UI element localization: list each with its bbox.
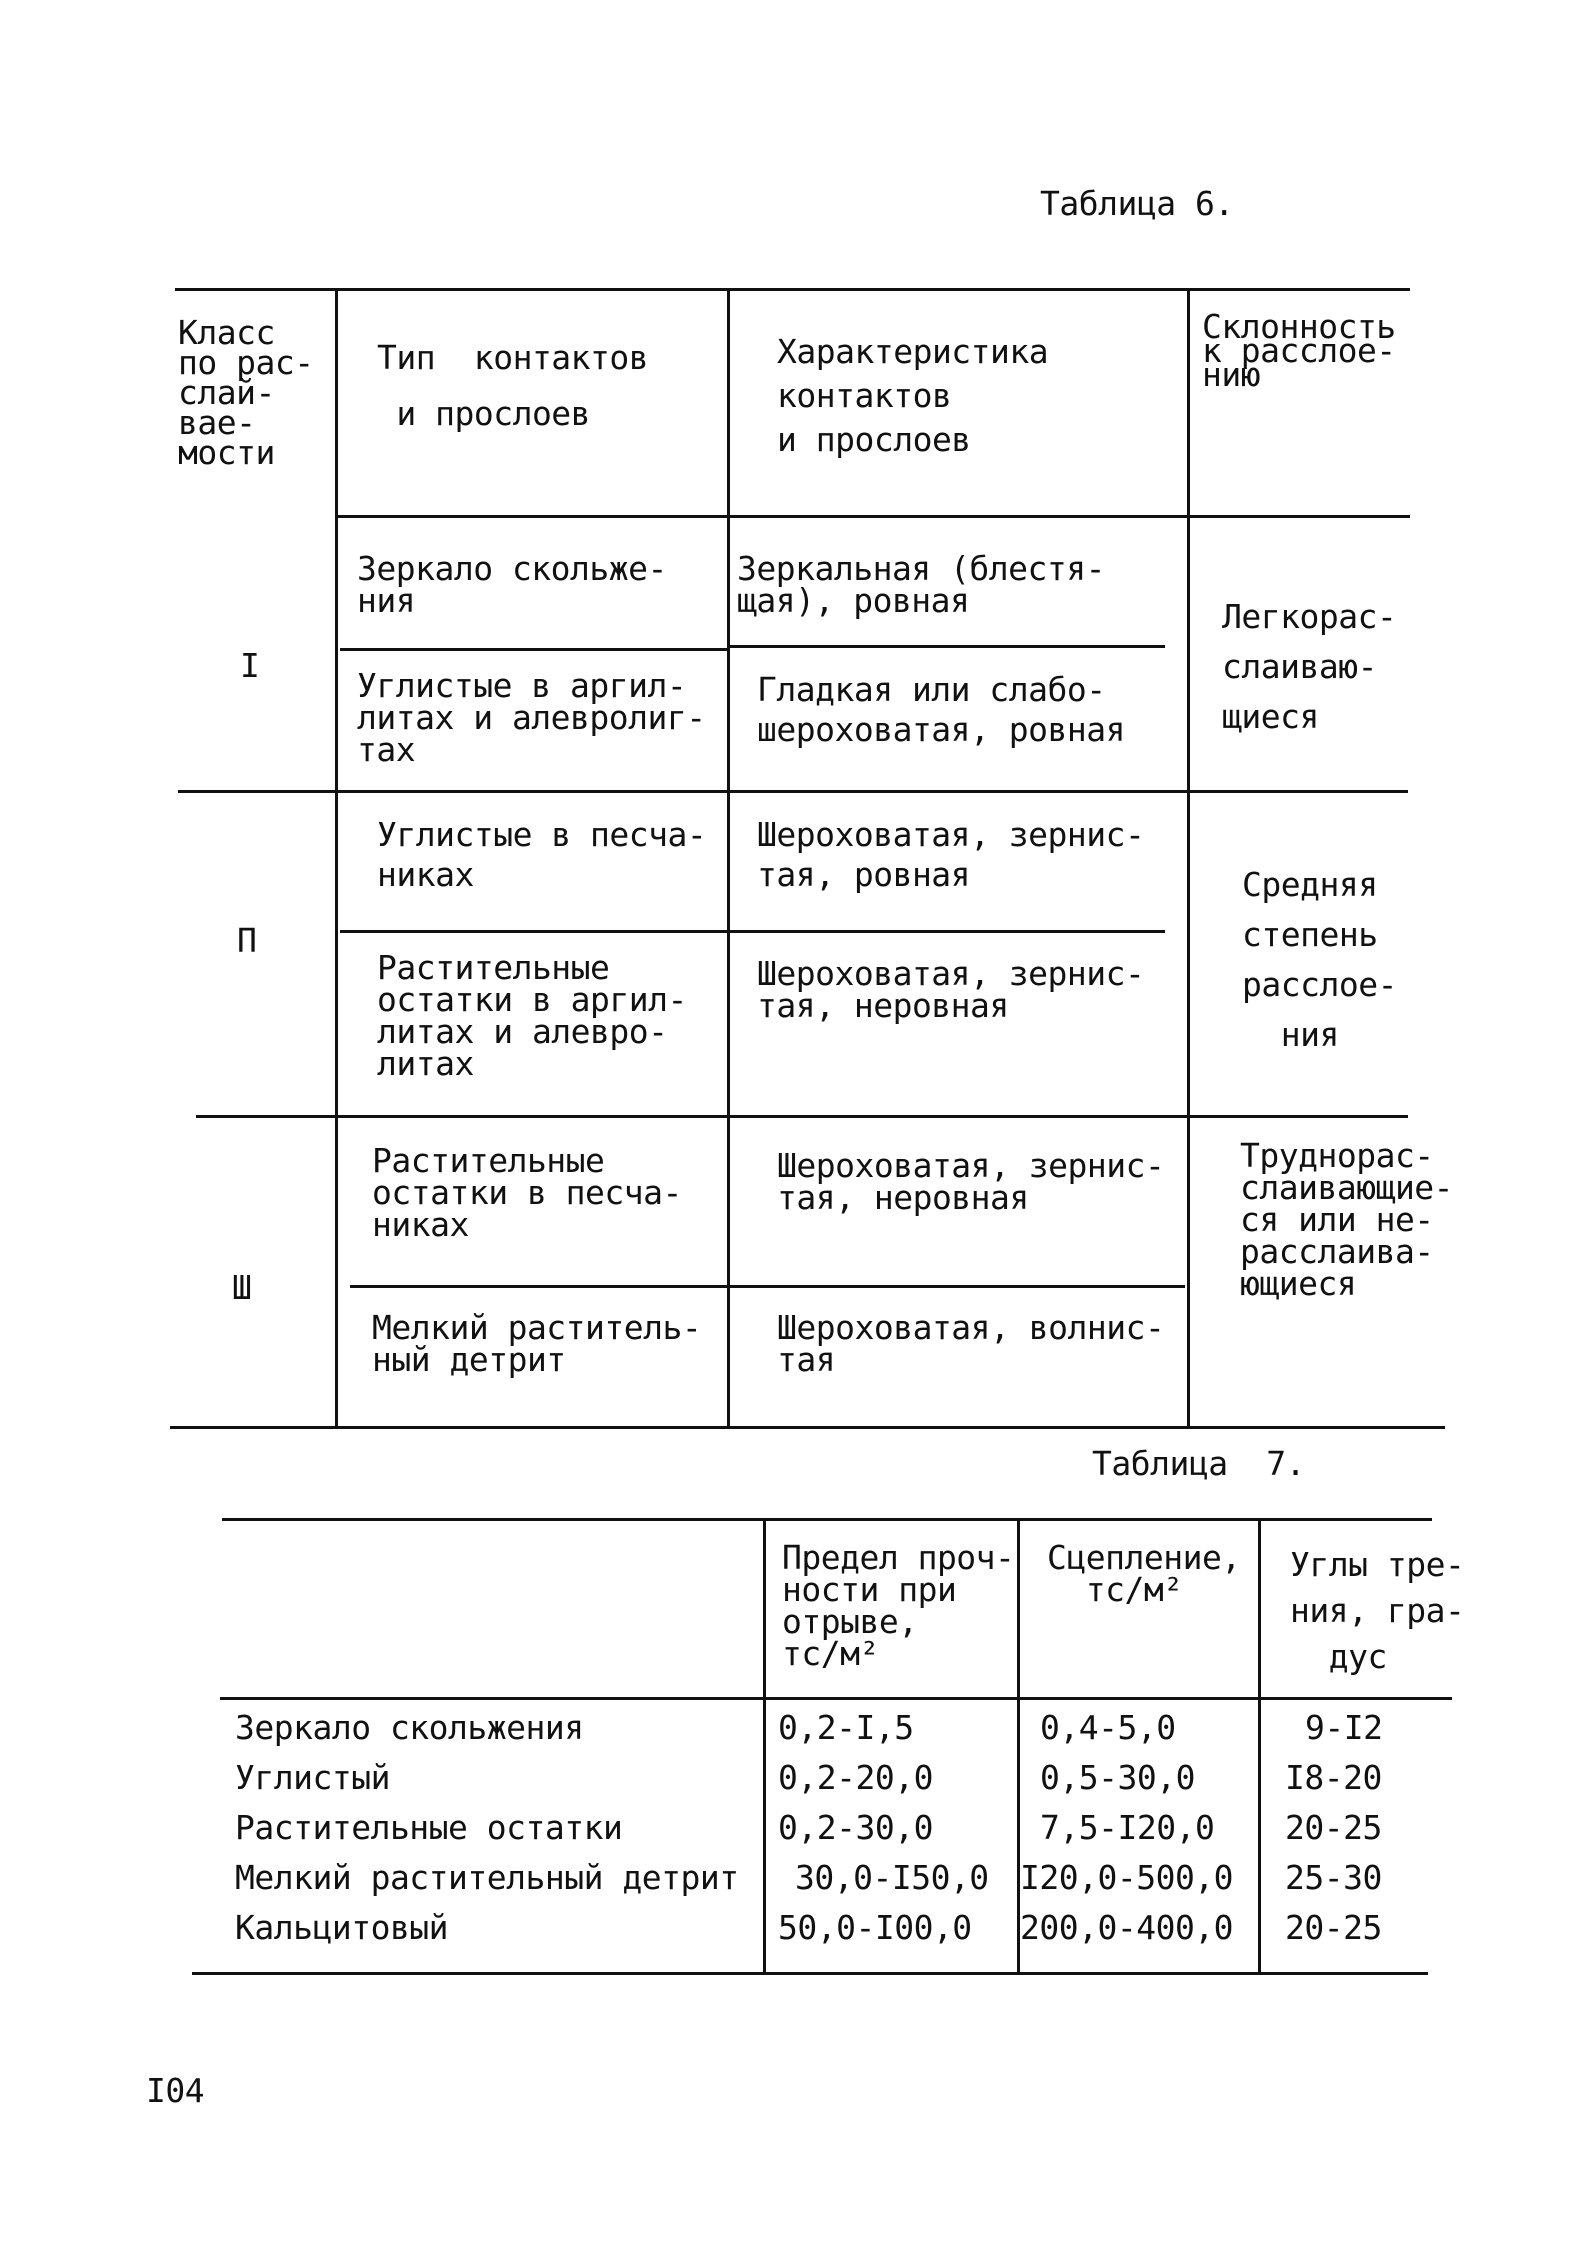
table6-tendency-cell: Легкорас- слаиваю- щиеся [1222, 597, 1397, 736]
table6-header-type: Тип контактов и прослоев [377, 338, 649, 433]
table7-header-friction: Углы тре- ния, гра- дус [1290, 1545, 1465, 1676]
table7-row-name: Мелкий растительный детрит [235, 1858, 739, 1897]
table6-row-rule [340, 648, 730, 651]
table6-row-rule [730, 645, 1165, 648]
table7-top-rule [222, 1518, 1432, 1521]
table7-strength-cell: 50,0-I00,0 [778, 1908, 972, 1947]
table6-col-divider [727, 288, 730, 1428]
table7-row-name: Углистый [235, 1758, 390, 1797]
table6-characteristic-cell: Гладкая или слабо- шероховатая, ровная [757, 670, 1125, 749]
table6-col-divider [1187, 288, 1190, 1428]
table6-header-characteristic: Характеристика контактов и прослоев [777, 332, 1049, 459]
table7-strength-cell: 0,2-20,0 [778, 1758, 933, 1797]
table7-row-name: Растительные остатки [235, 1808, 623, 1847]
table6-characteristic-cell: Шероховатая, зернис- тая, неровная [777, 1146, 1165, 1217]
table7-bottom-rule [192, 1972, 1428, 1975]
table6-type-cell: Углистые в песча- никах [377, 815, 707, 894]
table6-row-rule [350, 1285, 1185, 1288]
table7-strength-cell: 0,2-I,5 [778, 1708, 914, 1747]
table6-characteristic-cell: Шероховатая, зернис- тая, неровная [757, 954, 1145, 1025]
table6-bottom-rule [170, 1426, 1445, 1429]
table6-characteristic-cell: Зеркальная (блестя- щая), ровная [737, 549, 1105, 620]
table6-header-tendency: Склонность к расслое- нию [1202, 307, 1396, 394]
table6-type-cell: Растительные остатки в аргил- литах и алевро- литах [377, 948, 687, 1083]
table7-row-name: Зеркало скольжения [235, 1708, 584, 1747]
table6-type-cell: Зеркало скольже- ния [357, 549, 667, 620]
table6-group1-rule [178, 790, 1408, 793]
table6-class-label: П [237, 921, 257, 960]
table6-row-rule [340, 930, 1165, 933]
table7-header-strength: Предел проч- ности при отрыве, тс/м² [782, 1538, 1015, 1673]
table6-caption: Таблица 6. [1040, 184, 1234, 223]
table6-class-label: I [240, 646, 260, 685]
table7-cohesion-cell: 200,0-400,0 [1020, 1908, 1234, 1947]
table7-row-name: Кальцитовый [235, 1908, 449, 1947]
table7-strength-cell: 30,0-I50,0 [795, 1858, 989, 1897]
table7-strength-cell: 0,2-30,0 [778, 1808, 933, 1847]
table6-class-label: Ш [232, 1268, 252, 1307]
table7-cohesion-cell: 0,4-5,0 [1040, 1708, 1176, 1747]
table6-top-rule [175, 288, 1410, 291]
table6-tendency-cell: Трудноpac- слаивающие- ся или не- расслаива- ющиеся [1240, 1136, 1454, 1303]
table7-col-divider [763, 1518, 766, 1974]
table6-col-divider [335, 288, 338, 1428]
table7-friction-cell: I8-20 [1285, 1758, 1382, 1797]
table7-caption: Таблица 7. [1092, 1444, 1306, 1483]
table7-col-divider [1017, 1518, 1020, 1974]
table7-friction-cell: 25-30 [1285, 1858, 1382, 1897]
table6-type-cell: Растительные остатки в песча- никах [372, 1141, 682, 1244]
table7-cohesion-cell: 0,5-30,0 [1040, 1758, 1195, 1797]
table7-friction-cell: 20-25 [1285, 1908, 1382, 1947]
table6-header-class: Класс по рас- слай- вае- мости [178, 313, 314, 472]
table7-header-rule [220, 1697, 1452, 1700]
page-number: I04 [146, 2071, 205, 2110]
table7-cohesion-cell: 7,5-I20,0 [1040, 1808, 1215, 1847]
table6-type-cell: Мелкий раститель- ный детрит [372, 1308, 702, 1379]
table7-col-divider [1258, 1518, 1261, 1974]
table6-tendency-cell: Средняя степень расслое- ния [1242, 865, 1397, 1054]
table7-friction-cell: 9-I2 [1305, 1708, 1383, 1747]
table6-type-cell: Углистые в аргил- литах и алевролиг- тах [357, 666, 706, 769]
table7-header-cohesion: Сцепление, тс/м² [1047, 1538, 1241, 1609]
table7-cohesion-cell: I20,0-500,0 [1020, 1858, 1234, 1897]
table6-characteristic-cell: Шероховатая, волнис- тая [777, 1308, 1165, 1379]
table7-friction-cell: 20-25 [1285, 1808, 1382, 1847]
table6-header-rule [338, 515, 1410, 518]
table6-characteristic-cell: Шероховатая, зернис- тая, ровная [757, 815, 1145, 894]
table6-group2-rule [196, 1115, 1408, 1118]
